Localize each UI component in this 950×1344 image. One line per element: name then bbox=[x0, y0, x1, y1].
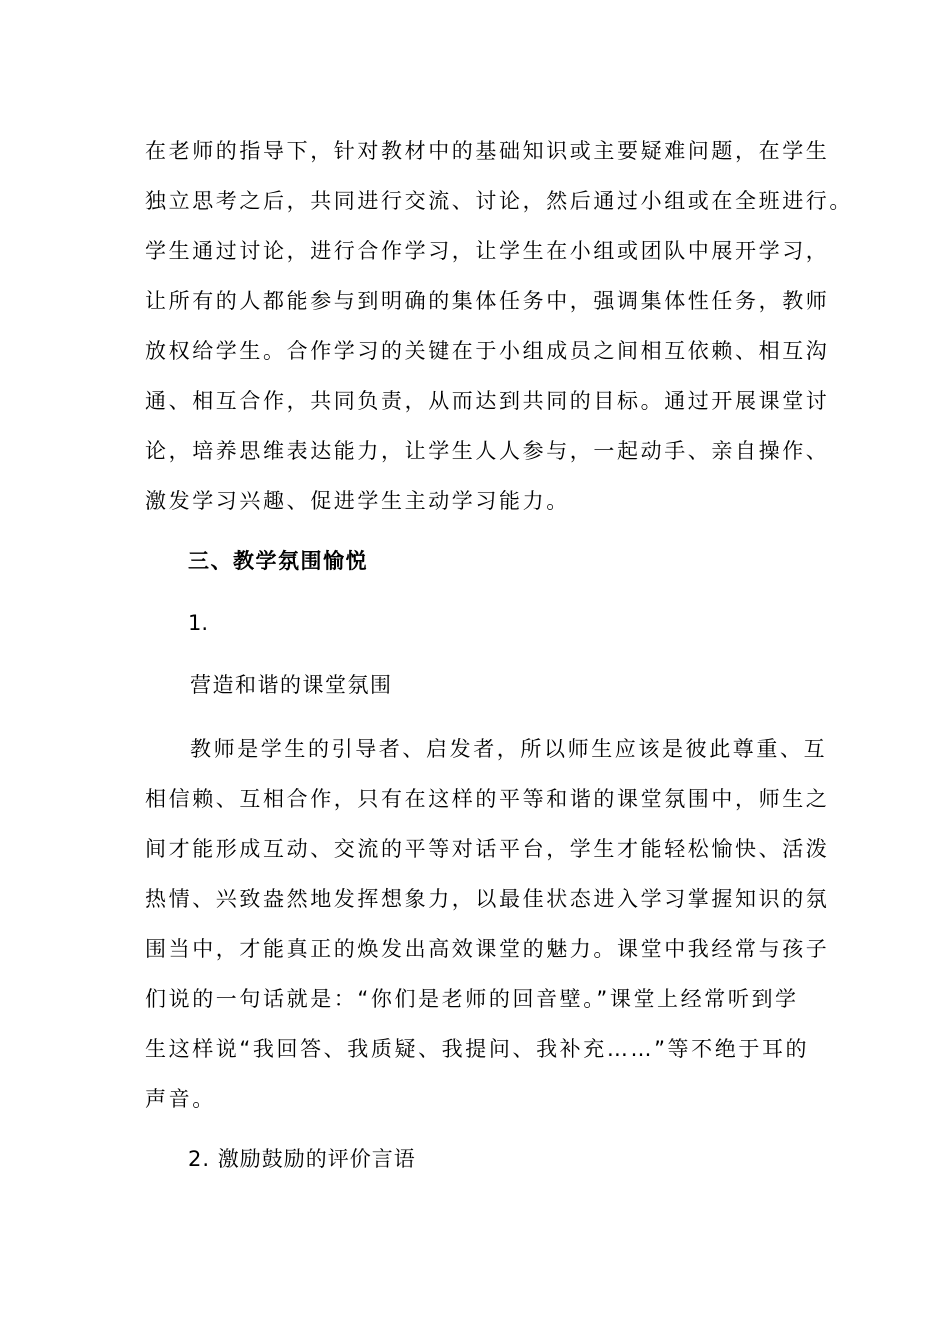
paragraph-line: 论，培养思维表达能力，让学生人人参与，一起动手、亲自操作、 bbox=[145, 439, 830, 463]
paragraph-line: 独立思考之后，共同进行交流、讨论，然后通过小组或在全班进行。 bbox=[145, 189, 853, 213]
paragraph-line: 生这样说“我回答、我质疑、我提问、我补充……”等不绝于耳的 bbox=[145, 1037, 810, 1061]
item-heading: 2. 激励鼓励的评价言语 bbox=[188, 1147, 416, 1171]
paragraph-line: 教师是学生的引导者、启发者，所以师生应该是彼此尊重、互 bbox=[190, 737, 828, 761]
paragraph-line: 相信赖、互相合作，只有在这样的平等和谐的课堂氛围中，师生之 bbox=[145, 787, 830, 811]
item-title: 营造和谐的课堂氛围 bbox=[190, 673, 393, 697]
section-heading: 三、教学氛围愉悦 bbox=[188, 549, 368, 573]
paragraph-line: 声音。 bbox=[145, 1087, 216, 1111]
paragraph-line: 围当中，才能真正的焕发出高效课堂的魅力。课堂中我经常与孩子 bbox=[145, 937, 830, 961]
item-number: 1. bbox=[188, 611, 209, 635]
paragraph-line: 让所有的人都能参与到明确的集体任务中，强调集体性任务，教师 bbox=[145, 289, 830, 313]
paragraph-line: 激发学习兴趣、促进学生主动学习能力。 bbox=[145, 489, 570, 513]
paragraph-line: 通、相互合作，共同负责，从而达到共同的目标。通过开展课堂讨 bbox=[145, 389, 830, 413]
paragraph-line: 间才能形成互动、交流的平等对话平台，学生才能轻松愉快、活泼 bbox=[145, 837, 830, 861]
paragraph-line: 热情、兴致盎然地发挥想象力，以最佳状态进入学习掌握知识的氛 bbox=[145, 887, 830, 911]
paragraph-line: 放权给学生。合作学习的关键在于小组成员之间相互依赖、相互沟 bbox=[145, 339, 830, 363]
paragraph-line: 们说的一句话就是：“你们是老师的回音壁。”课堂上经常听到学 bbox=[145, 987, 799, 1011]
paragraph-line: 学生通过讨论，进行合作学习，让学生在小组或团队中展开学习， bbox=[145, 239, 830, 263]
paragraph-line: 在老师的指导下，针对教材中的基础知识或主要疑难问题，在学生 bbox=[145, 139, 830, 163]
